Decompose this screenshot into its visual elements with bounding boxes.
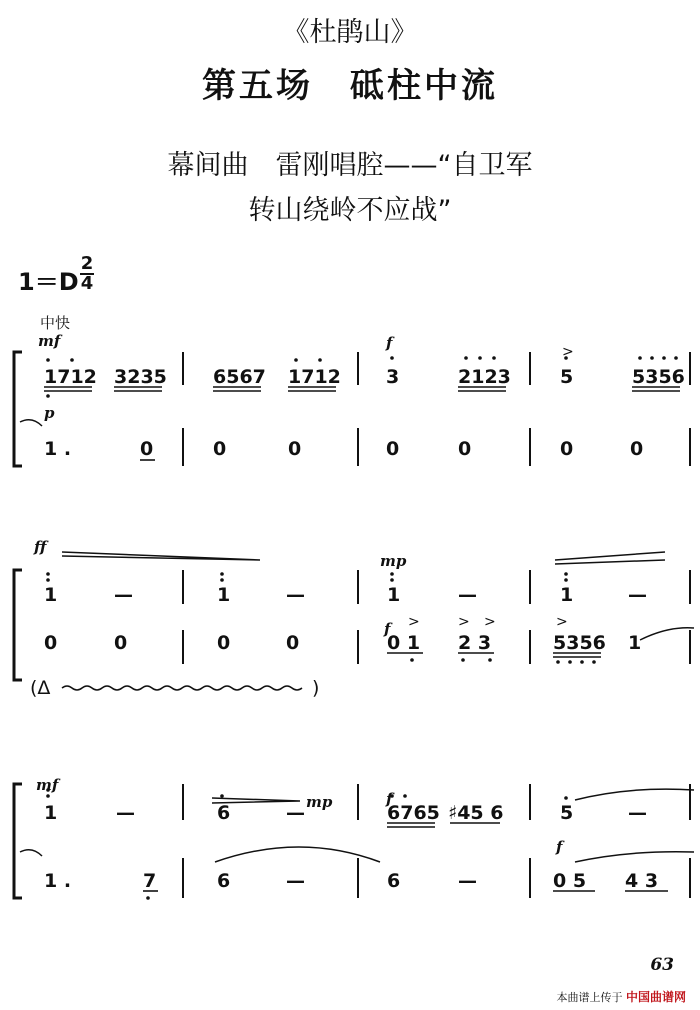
dynamic-mark: mp: [306, 793, 333, 811]
note-group: 2 3: [458, 632, 492, 654]
subtitle-line-2: 转山绕岭不应战”: [248, 195, 452, 226]
system-1-bracket: [14, 352, 22, 466]
tie: [640, 628, 694, 640]
note-group: —: [286, 870, 305, 892]
note-group: —: [628, 584, 647, 606]
note-group: 0 5: [553, 870, 587, 892]
system-2-bracket: [14, 570, 22, 680]
svg-text:>: >: [556, 614, 568, 630]
note-group: 6567: [213, 366, 266, 388]
note-group: 1: [217, 584, 231, 606]
note-group: 0: [213, 438, 227, 460]
note-group: 0: [44, 632, 58, 654]
dynamic-mark: p: [44, 404, 55, 422]
note-group: 5: [560, 802, 574, 824]
scene-title: 第五场 砥柱中流: [202, 66, 498, 106]
note-group: 1712: [44, 366, 97, 388]
note-group: 1 .: [44, 438, 72, 460]
note-group: 0 1: [387, 632, 421, 654]
note-group: 0: [286, 632, 300, 654]
opera-title: 《杜鹃山》: [282, 17, 418, 48]
note-group: ♯45 6: [448, 802, 504, 824]
percussion-mark: (Δ: [30, 677, 51, 699]
hairpin-crescendo: [555, 552, 665, 564]
note-group: 0: [288, 438, 302, 460]
dynamic-mark: f: [556, 838, 563, 856]
system-3-bracket: [14, 784, 22, 898]
note-group: 1: [44, 802, 58, 824]
note-group: 0: [560, 438, 574, 460]
note-group: 5: [560, 366, 574, 388]
note-group: 5356: [553, 632, 606, 654]
note-group: 1: [628, 632, 642, 654]
slur: [575, 852, 694, 862]
svg-text:>: >: [484, 614, 496, 630]
note-group: 7: [143, 870, 157, 892]
note-group: 0: [217, 632, 231, 654]
time-signature-top: 2: [80, 253, 94, 274]
note-group: —: [286, 802, 305, 824]
note-group: 1: [44, 584, 58, 606]
tremolo-wavy-line: [62, 686, 302, 690]
note-group: —: [114, 584, 133, 606]
svg-text:>: >: [458, 614, 470, 630]
dynamic-mark: f: [386, 790, 393, 808]
time-signature-bottom: 4: [80, 273, 94, 294]
note-group: 0: [630, 438, 644, 460]
note-group: 6: [217, 802, 231, 824]
note-group: 2123: [458, 366, 511, 388]
dynamic-mark: mf: [38, 332, 61, 350]
note-group: 0: [458, 438, 472, 460]
upload-footer: [556, 988, 686, 1005]
note-group: 1712: [288, 366, 341, 388]
dynamic-mark: mf: [36, 776, 59, 794]
percussion-mark-end: ): [312, 677, 320, 699]
dynamic-mark: f: [384, 620, 391, 638]
site-logo: 中国曲谱网: [625, 990, 686, 1004]
note-group: 0: [114, 632, 128, 654]
key-signature: 1＝D: [18, 268, 79, 296]
note-group: —: [286, 584, 305, 606]
dynamic-mark: mp: [380, 552, 407, 570]
svg-text:>: >: [562, 344, 574, 360]
subtitle-line-1: 幕间曲 雷刚唱腔——“自卫军: [167, 150, 533, 181]
slur: [575, 789, 694, 800]
slur: [215, 847, 380, 862]
note-group: —: [458, 870, 477, 892]
note-group: —: [628, 802, 647, 824]
dynamic-mark: ff: [34, 538, 47, 556]
note-group: 5356: [632, 366, 685, 388]
note-group: 6: [217, 870, 231, 892]
note-group: 1: [387, 584, 401, 606]
tempo-marking: 中快: [40, 314, 71, 332]
slur: [20, 420, 42, 426]
dynamic-mark: f: [386, 334, 393, 352]
note-group: 6: [387, 870, 401, 892]
note-group: —: [116, 802, 135, 824]
note-group: —: [458, 584, 477, 606]
note-group: 1 .: [44, 870, 72, 892]
upload-text: 本曲谱上传于: [556, 991, 623, 1004]
note-group: 3235: [114, 366, 167, 388]
note-group: 4 3: [625, 870, 659, 892]
hairpin-decrescendo: [62, 552, 260, 560]
note-group: 3: [386, 366, 400, 388]
page-number: 63: [650, 955, 674, 975]
note-group: 6765: [387, 802, 440, 824]
note-group: 0: [140, 438, 154, 460]
note-group: 0: [386, 438, 400, 460]
note-group: 1: [560, 584, 574, 606]
svg-text:>: >: [408, 614, 420, 630]
slur: [20, 850, 42, 856]
